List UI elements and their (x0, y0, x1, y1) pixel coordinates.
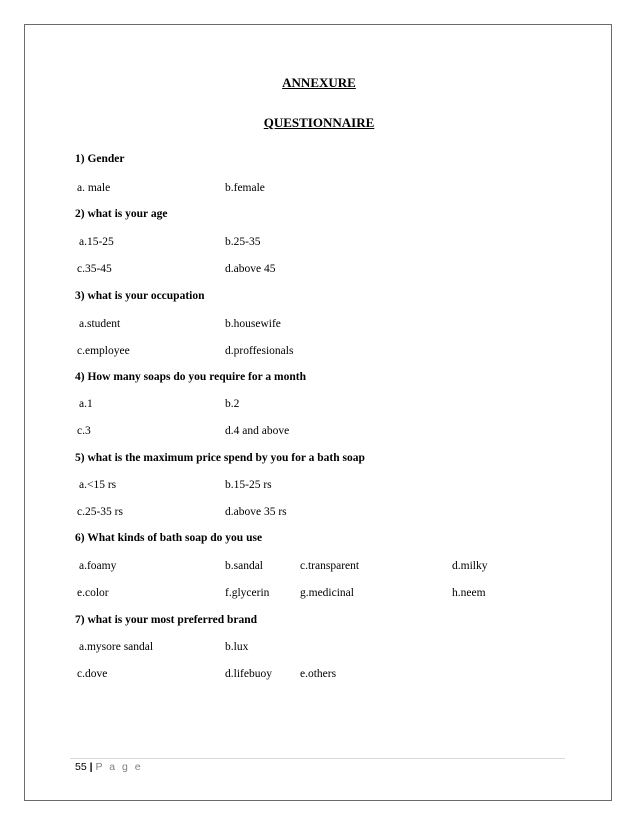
option-q5-c: c.25-35 rs (77, 506, 123, 518)
question-7: 7) what is your most preferred brand (75, 614, 258, 626)
option-q6-d: d.milky (452, 560, 488, 572)
page-footer (75, 761, 143, 773)
question-1: 1) Gender (75, 153, 125, 165)
option-q7-d: d.lifebuoy (225, 668, 272, 680)
page-label: P a g e (95, 761, 143, 773)
option-q6-a: a.foamy (79, 560, 117, 572)
footer-divider (70, 758, 565, 759)
option-q2-d: d.above 45 (225, 263, 276, 275)
option-q4-c: c.3 (77, 425, 91, 437)
annexure-heading: ANNEXURE (282, 75, 356, 90)
question-5: 5) what is the maximum price spend by you for a bath soap (75, 452, 365, 464)
question-3: 3) what is your occupation (75, 290, 205, 302)
option-q3-b: b.housewife (225, 318, 281, 330)
footer-separator: | (89, 761, 93, 773)
option-q2-a: a.15-25 (79, 236, 114, 248)
option-q6-h: h.neem (452, 587, 486, 599)
option-q7-c: c.dove (77, 668, 108, 680)
option-q5-b: b.15-25 rs (225, 479, 272, 491)
option-q6-f: f.glycerin (225, 587, 270, 599)
option-q1-a: a. male (77, 182, 111, 194)
question-4: 4) How many soaps do you require for a month (75, 371, 306, 383)
option-q5-a: a.<15 rs (79, 479, 117, 491)
option-q5-d: d.above 35 rs (225, 506, 287, 518)
option-q7-a: a.mysore sandal (79, 641, 154, 653)
page-border (24, 24, 612, 801)
option-q4-a: a.1 (79, 398, 93, 410)
option-q1-b: b.female (225, 182, 265, 194)
option-q2-b: b.25-35 (225, 236, 261, 248)
option-q6-b: b.sandal (225, 560, 264, 572)
option-q6-g: g.medicinal (300, 587, 354, 599)
option-q7-e: e.others (300, 668, 337, 680)
option-q3-d: d.proffesionals (225, 345, 294, 357)
option-q3-c: c.employee (77, 345, 130, 357)
option-q4-d: d.4 and above (225, 425, 290, 437)
option-q3-a: a.student (79, 318, 121, 330)
option-q6-e: e.color (77, 587, 109, 599)
option-q2-c: c.35-45 (77, 263, 112, 275)
question-6: 6) What kinds of bath soap do you use (75, 532, 263, 544)
option-q7-b: b.lux (225, 641, 249, 653)
page-number: 55 (75, 761, 87, 773)
question-2: 2) what is your age (75, 208, 168, 220)
option-q6-c: c.transparent (300, 560, 360, 572)
option-q4-b: b.2 (225, 398, 240, 410)
questionnaire-heading: QUESTIONNAIRE (263, 115, 375, 130)
